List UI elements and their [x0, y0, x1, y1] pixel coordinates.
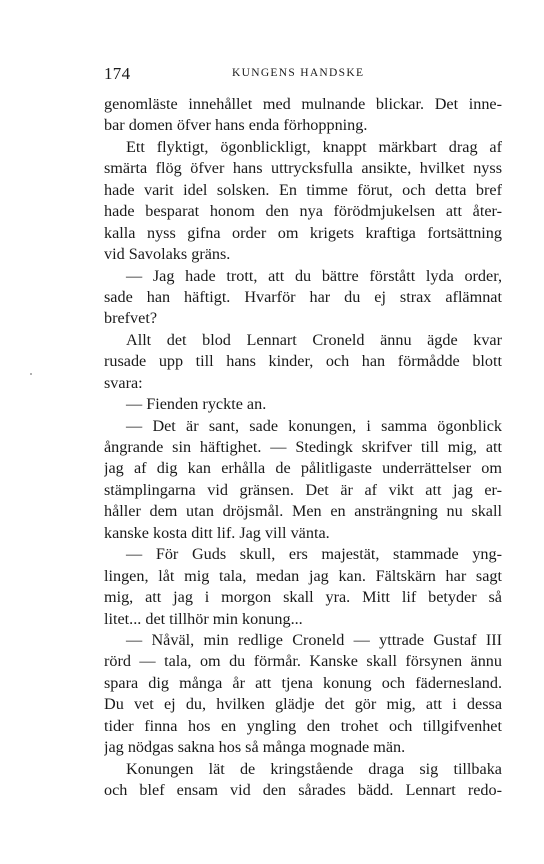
text-line: — Jag hade trott, att du bättre förstått lyda order,	[126, 266, 502, 285]
running-head: KUNGENS HANDSKE	[232, 67, 365, 79]
text-line: tider finna hos en yngling den trohet och tillgifvenhet	[104, 716, 502, 735]
text-line: ångrande sin häftighet. — Stedingk skrifver till mig, att	[104, 438, 502, 456]
text-line: Allt det blod Lennart Croneld ännu ägde kvar	[126, 330, 502, 349]
page-number: 174	[104, 64, 131, 83]
text-line: litet... det tillhör min konung...	[104, 609, 303, 628]
text-line: håller dem utan dröjsmål. Men en ansträngning nu skall	[104, 502, 502, 521]
text-line: kanske kosta ditt lif. Jag vill vänta.	[104, 523, 330, 542]
text-line: rörd — tala, om du förmår. Kanske skall försynen ännu	[104, 652, 502, 671]
margin-speck	[30, 373, 32, 375]
text-line: kalla nyss gifna order om krigets kraftiga fortsättning	[104, 223, 502, 242]
page-header	[104, 64, 502, 88]
text-line: hade besparat honom den nya förödmjukelsen att åter-	[104, 202, 502, 221]
text-line: jag af dig kan erhålla de pålitligaste underrättelser om	[104, 459, 502, 478]
text-line: stämplingarna vid gränsen. Det är af vikt att jag er-	[104, 480, 502, 499]
text-line: Ett flyktigt, ögonblickligt, knappt märkbart drag af	[126, 137, 502, 156]
text-line: mig, att jag i morgon skall yra. Mitt lif betyder så	[104, 588, 502, 607]
text-line: Du vet ej du, hvilken glädje det gör mig, att i dessa	[104, 695, 502, 714]
text-line: — Fienden ryckte an.	[126, 395, 267, 414]
text-line: svara:	[104, 373, 143, 392]
text-line: Konungen lät de kringstående draga sig tillbaka	[126, 759, 502, 778]
text-line: — Det är sant, sade konungen, i samma ögonblick	[126, 416, 502, 435]
text-line: rusade upp till hans kinder, och han förmådde blott	[104, 352, 502, 371]
text-line: jag nödgas sakna hos så många mognade män.	[104, 738, 406, 757]
text-line: sade han häftigt. Hvarför har du ej strax aflämnat	[104, 287, 502, 306]
text-line: brefvet?	[104, 309, 158, 328]
text-line: — För Guds skull, ers majestät, stammade yng-	[126, 545, 502, 564]
text-line: och blef ensam vid den sårades bädd. Lennart redo-	[104, 781, 502, 799]
text-line: spara dig många år att tjena konung och fädernesland.	[104, 673, 502, 692]
text-line: bar domen öfver hans enda förhoppning.	[104, 116, 368, 135]
text-line: genomläste innehållet med mulnande blickar. Det inne-	[104, 95, 502, 113]
text-line: vid Savolaks gräns.	[104, 245, 231, 264]
body-text	[104, 94, 502, 801]
text-line: — Nåväl, min redlige Croneld — yttrade Gustaf III	[126, 630, 502, 649]
text-line: smärta flög öfver hans uttrycksfulla ansikte, hvilket nyss	[104, 159, 502, 178]
text-line: lingen, låt mig tala, medan jag kan. Fältskärn har sagt	[104, 566, 502, 585]
text-line: hade varit idel solsken. En timme förut, och detta bref	[104, 180, 502, 199]
